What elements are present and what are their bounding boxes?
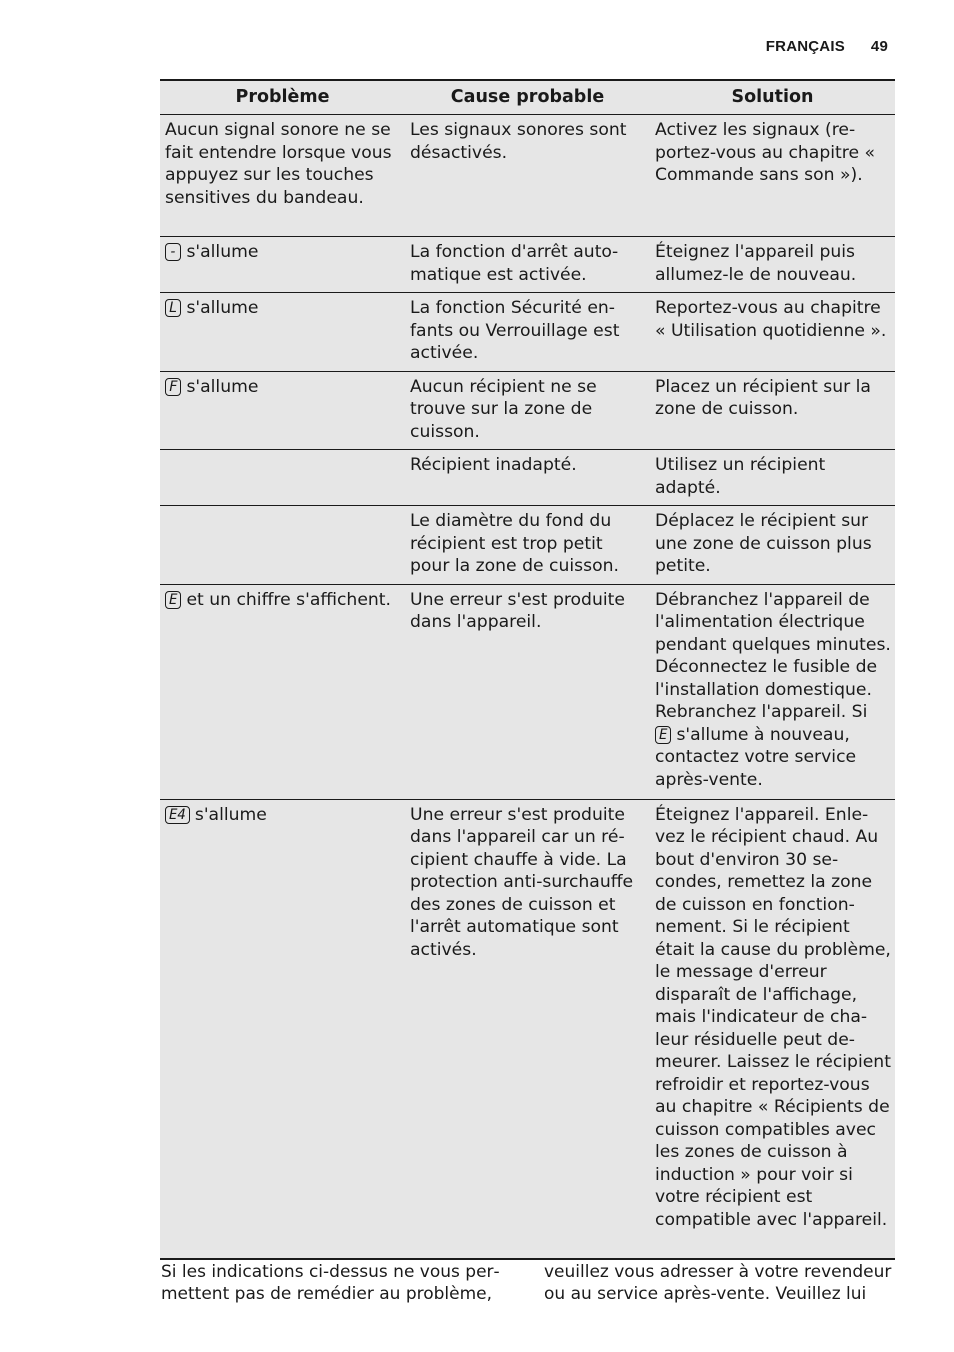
solution-cell [650,584,895,799]
display-symbol-icon: E4 [165,806,190,824]
problem-cell [160,115,405,237]
problem-cell [160,506,405,585]
solution-text: Débranchez l'appareil de l'alimentation électrique pendant quelques minutes. Déconnectez le fusible de l'installation domestique. Rebranchez l'appareil. Si [655,589,891,722]
footer-paragraph-right: veuillez vous adresser à votre revendeur ou au service après-vente. Veuillez lui [544,1262,892,1304]
troubleshooting-table [160,79,895,1260]
cause-cell: Les signaux sonores sont désactivés. [405,115,650,237]
cause-cell: La fonction Sécurité enfants ou Verrouillage est activée. [405,293,650,372]
problem-text: s'allume [186,242,259,262]
cause-cell: Une erreur s'est produite dans l'appareil car un récipient chauffe à vide. La protection anti-surchauffe des zones de cuisson et l'arrêt automatique sont activés. [405,799,650,1259]
page-header [766,38,888,55]
problem-cell [160,371,405,450]
table-row [160,293,895,372]
cause-cell: La fonction d'arrêt automatique est activée. [405,237,650,293]
table-row [160,584,895,799]
cause-cell: Une erreur s'est produite dans l'appareil. [405,584,650,799]
column-header-problem: Problème [160,80,405,115]
table-row [160,506,895,585]
solution-cell: Reportez-vous au chapitre « Utilisation quotidienne ». [650,293,895,372]
solution-cell: Éteignez l'appareil puis allumez-le de nouveau. [650,237,895,293]
page-number: 49 [870,38,888,55]
table-row [160,115,895,237]
display-symbol-icon: L [165,299,181,317]
solution-cell: Placez un récipient sur la zone de cuisson. [650,371,895,450]
problem-cell [160,237,405,293]
table-row [160,799,895,1259]
display-symbol-icon: F [165,378,181,396]
display-symbol-icon: E [165,591,181,609]
language-label: FRANÇAIS [765,38,845,55]
cause-cell: Aucun récipient ne se trouve sur la zone de cuisson. [405,371,650,450]
cause-cell: Le diamètre du fond du récipient est trop petit pour la zone de cuisson. [405,506,650,585]
problem-text: Aucun signal sonore ne se fait entendre lorsque vous appuyez sur les touches sensitives du bandeau. [165,120,392,208]
solution-text: s'allume à nouveau, contactez votre service après-vente. [655,724,857,790]
footer-paragraph-left: Si les indications ci-dessus ne vous permettent pas de remédier au problème, [161,1262,500,1304]
solution-cell: Éteignez l'appareil. Enlevez le récipient chaud. Au bout d'environ 30 secondes, remettez la zone de cuisson en fonctionnement. Si le récipient était la cause du problème, le message d'erreur disparaît de l'affichage, mais l'indicateur de chaleur résiduelle peut demeurer. Laissez le récipient refroidir et reportez-vous au chapitre « Récipients de cuisson compatibles avec les zones de cuisson à induction » pour voir si votre récipient est compatible avec l'appareil. [650,799,895,1259]
problem-text: s'allume [186,376,259,397]
solution-cell: Utilisez un récipient adapté. [650,450,895,506]
table-header-row [160,80,895,115]
table-row [160,237,895,293]
solution-cell: Déplacez le récipient sur une zone de cuisson plus petite. [650,506,895,585]
column-header-cause: Cause probable [405,80,650,115]
display-symbol-icon: E [655,726,671,744]
problem-text: et un chiffre s'affichent. [186,589,391,610]
table-row [160,371,895,450]
problem-text: s'allume [194,804,267,825]
problem-cell [160,584,405,799]
cause-cell: Récipient inadapté. [405,450,650,506]
problem-text: s'allume [186,298,259,318]
problem-cell [160,293,405,372]
column-header-solution: Solution [650,80,895,115]
table-row [160,450,895,506]
problem-cell [160,450,405,506]
solution-cell: Activez les signaux (reportez-vous au chapitre « Commande sans son »). [650,115,895,237]
display-symbol-icon: - [165,243,181,261]
problem-cell [160,799,405,1259]
